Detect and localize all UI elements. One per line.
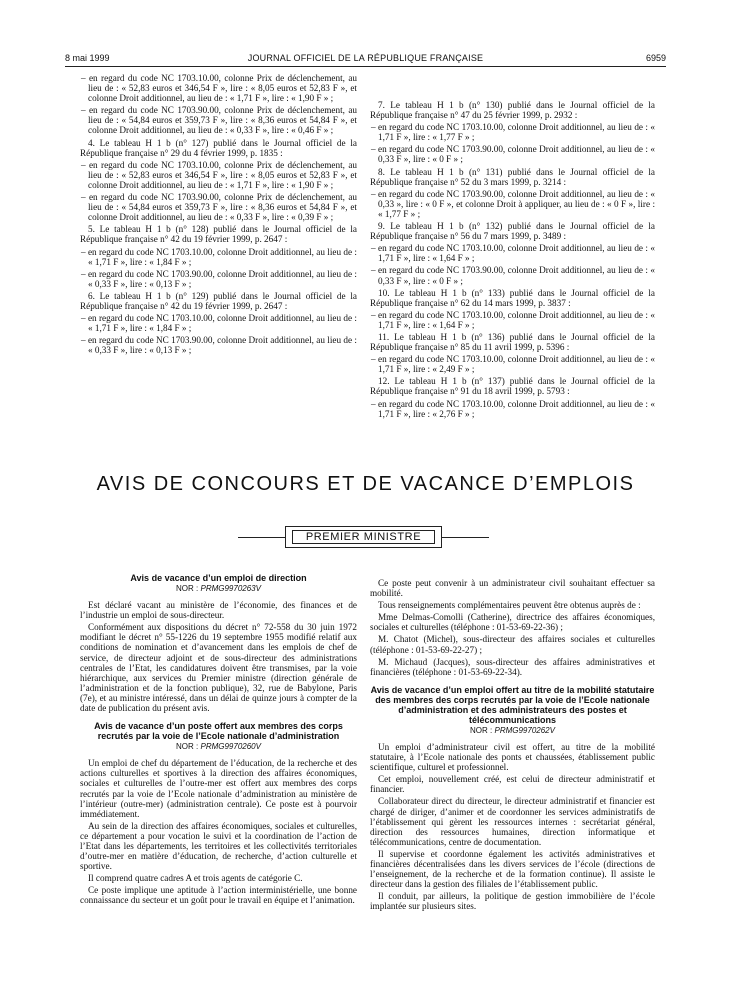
- notice3-paragraph: Collaborateur direct du directeur, le directeur administratif et financier est chargé de diriger, d’animer et de coordonner les services administratifs de l’établissement qui gèrent les ressources internes : secrétariat général, direction des ressources humaines, direction informatique et télécommunications, centre de documentation.: [370, 796, 655, 847]
- correction-paragraph: – en regard du code NC 1703.10.00, colonne Prix de déclenchement, au lieu de : « 52,83 euros et 346,54 F », lire : « 8,05 euros et 52,83 F », et colonne Droit additionnel, au lieu de : « 1,71 F », lire : « 1,90 F » ;: [81, 73, 357, 104]
- notice1-nor-code: PRMG9970263V: [200, 584, 261, 593]
- ministry-box: [285, 526, 442, 548]
- notice3-title: Avis de vacance d’un emploi offert au titre de la mobilité statutaire des membres des corps recrutés par la voie de l’Ecole nationale d’administration et des administrateurs des postes et télécommunications: [370, 684, 655, 725]
- correction-paragraph: 7. Le tableau H 1 b (n° 130) publié dans le Journal officiel de la République française n° 47 du 25 février 1999, p. 2932 :: [370, 100, 655, 121]
- notice2-paragraph: Au sein de la direction des affaires économiques, sociales et culturelles, ce département a pour vocation le suivi et la coordination de l’action de l’Etat dans les départements, les territoires et les collectivités territoriales d’outre-mer en matière d’éducation, de recherche, d’action culturelle et sportive.: [80, 820, 357, 872]
- page-header: [65, 53, 666, 67]
- notice3-paragraph: Cet emploi, nouvellement créé, est celui de directeur administratif et financier.: [370, 774, 655, 795]
- notice2-title: Avis de vacance d’un poste offert aux membres des corps recrutés par la voie de l’Ecole nationale d’administration: [94, 721, 343, 742]
- notice2-continued-paragraph: Tous renseignements complémentaires peuvent être obtenus auprès de :: [378, 600, 641, 611]
- notice3-body: [370, 742, 655, 912]
- top-right-column: [370, 100, 655, 421]
- header-date: 8 mai 1999: [65, 53, 110, 63]
- correction-paragraph: 12. Le tableau H 1 b (n° 137) publié dans le Journal officiel de la République française n° 91 du 18 avril 1999, p. 5793 :: [370, 376, 655, 397]
- notice2-paragraph: Un emploi de chef du département de l’éducation, de la recherche et des actions culturelles et sportives à la direction des affaires économiques, sociales et culturelles de l’outre-mer est offert aux membres des corps recrutés par la voie de l’Ecole nationale d’administration au ministère de l’intérieur (outre-mer) (administration centrale). Ce poste est à pourvoir immédiatement.: [80, 758, 357, 819]
- correction-paragraph: – en regard du code NC 1703.10.00, colonne Droit additionnel, au lieu de : « 1,71 F », lire : « 1,84 F » ;: [81, 313, 357, 334]
- correction-paragraph: – en regard du code NC 1703.10.00, colonne Droit additionnel, au lieu de : « 1,71 F », lire : « 1,64 F » ;: [371, 243, 655, 264]
- correction-paragraph: – en regard du code NC 1703.90.00, colonne Droit additionnel, au lieu de : « 0,33 F », lire : « 0 F » ;: [371, 144, 655, 165]
- correction-paragraph: – en regard du code NC 1703.10.00, colonne Droit additionnel, au lieu de : « 1,71 F », lire : « 1,64 F » ;: [371, 309, 655, 330]
- correction-paragraph: – en regard du code NC 1703.90.00, colonne Droit additionnel, au lieu de : « 0,33 », lire : « 0 F », et colonne Droit à appliquer, au lieu de : « 0 F », lire : « 1,77 F » ;: [371, 188, 655, 219]
- correction-paragraph: – en regard du code NC 1703.10.00, colonne Droit additionnel, au lieu de : « 1,71 F », lire : « 1,84 F » ;: [81, 246, 357, 267]
- header-page-number: 6959: [645, 53, 666, 63]
- correction-paragraph: – en regard du code NC 1703.10.00, colonne Droit additionnel, au lieu de : « 1,71 F », lire : « 2,76 F » ;: [371, 398, 655, 419]
- correction-paragraph: – en regard du code NC 1703.90.00, colonne Droit additionnel, au lieu de : « 0,33 F », lire : « 0,13 F » ;: [81, 268, 357, 289]
- notice2-nor: NOR : PRMG9970260V: [176, 742, 261, 752]
- notice3-paragraph: Il conduit, par ailleurs, la politique de gestion immobilière de l’école implantée sur plusieurs sites.: [370, 891, 655, 912]
- correction-paragraph: – en regard du code NC 1703.10.00, colonne Prix de déclenchement, au lieu de : « 52,83 euros et 346,54 F », lire : « 8,05 euros et 52,83 F », et colonne Droit additionnel, au lieu de : « 1,71 F », lire : « 1,90 F » ;: [81, 159, 357, 190]
- notice1-paragraph: Est déclaré vacant au ministère de l’économie, des finances et de l’industrie un emploi de sous-directeur.: [80, 600, 357, 621]
- correction-paragraph: 9. Le tableau H 1 b (n° 132) publié dans le Journal officiel de la République française n° 56 du 7 mars 1999, p. 3489 :: [370, 221, 655, 242]
- top-left-column: [80, 73, 357, 357]
- notice2-paragraph: Il comprend quatre cadres A et trois agents de catégorie C.: [88, 873, 303, 884]
- notice3-paragraph: Un emploi d’administrateur civil est offert, au titre de la mobilité statutaire, à l’Ecole nationale des ponts et chaussées, établissement public scientifique, culturel et professionnel.: [370, 741, 655, 773]
- notice3-paragraph: Il supervise et coordonne également les activités administratives et financières décentralisées dans les divers services de l’école (directions de l’enseignement, de la recherche et de la formation continue). Il assiste le directeur dans la gestion des filiales de l’établissement public.: [370, 848, 655, 890]
- ministry-rule-left: [238, 537, 285, 538]
- notice2-continued-paragraph: M. Chatot (Michel), sous-directeur des affaires sociales et culturelles (téléphone : 01-53-69-22-27) ;: [370, 634, 655, 655]
- section-title: AVIS DE CONCOURS ET DE VACANCE D’EMPLOIS: [96, 473, 635, 495]
- header-rule: [65, 66, 666, 67]
- notice1-title: Avis de vacance d’un emploi de direction: [130, 573, 307, 583]
- correction-paragraph: – en regard du code NC 1703.10.00, colonne Droit additionnel, au lieu de : « 1,71 F », lire : « 2,49 F » ;: [371, 354, 655, 375]
- header-journal-title: JOURNAL OFFICIEL DE LA RÉPUBLIQUE FRANÇAISE: [247, 53, 484, 63]
- correction-paragraph: 8. Le tableau H 1 b (n° 131) publié dans le Journal officiel de la République française n° 52 du 3 mars 1999, p. 3214 :: [370, 166, 655, 187]
- correction-paragraph: – en regard du code NC 1703.90.00, colonne Prix de déclenchement, au lieu de : « 54,84 euros et 359,73 F », lire : « 8,36 euros et 54,84 F », et colonne Droit additionnel, au lieu de : « 0,33 F », lire : « 0,39 F » ;: [81, 192, 357, 223]
- correction-paragraph: – en regard du code NC 1703.10.00, colonne Droit additionnel, au lieu de : « 1,71 F », lire : « 1,77 F » ;: [371, 122, 655, 143]
- correction-paragraph: 4. Le tableau H 1 b (n° 127) publié dans le Journal officiel de la République française n° 29 du 4 février 1999, p. 1835 :: [80, 137, 357, 158]
- notice3-nor-code: PRMG9970262V: [494, 725, 555, 735]
- notice2-paragraph: Ce poste implique une aptitude à l’action interministérielle, une bonne connaissance du secteur et un goût pour le travail en équipe et l’animation.: [80, 885, 357, 906]
- correction-paragraph: 11. Le tableau H 1 b (n° 136) publié dans le Journal officiel de la République française n° 85 du 11 avril 1999, p. 5396 :: [370, 331, 655, 353]
- ministry-rule-right: [442, 537, 489, 538]
- bottom-right-column: [370, 578, 655, 913]
- notice2-continued-paragraph: M. Michaud (Jacques), sous-directeur des affaires administratives et financières (téléphone : 01-53-69-22-34).: [370, 656, 655, 677]
- notice2-continued-body: [370, 578, 655, 677]
- notice2-body: [80, 758, 357, 905]
- correction-paragraph: – en regard du code NC 1703.90.00, colonne Prix de déclenchement, au lieu de : « 54,84 euros et 359,73 F », lire : « 8,36 euros et 54,84 F », et colonne Droit additionnel, au lieu de : « 0,33 F », lire : « 0,46 F » ;: [81, 105, 357, 136]
- correction-paragraph: 10. Le tableau H 1 b (n° 133) publié dans le Journal officiel de la République française n° 62 du 14 mars 1999, p. 3837 :: [370, 287, 655, 308]
- correction-paragraph: – en regard du code NC 1703.90.00, colonne Droit additionnel, au lieu de : « 0,33 F », lire : « 0 F » ;: [371, 265, 655, 286]
- notice1-paragraph: Conformément aux dispositions du décret n° 72-558 du 30 juin 1972 modifiant le décret n° 55-1226 du 19 septembre 1955 modifié relatif aux conditions de nomination et d’avancement dans les emplois de chef de service, de directeur adjoint et de sous-directeur des administrations centrales de l’Etat, les candidatures doivent être transmises, par la voie hiérarchique, aux services du Premier ministre (direction générale de l’administration et de la fonction publique), 32, rue de Babylone, Paris (7e), et au ministre intéressé, dans un délai de quinze jours à compter de la date de publication du présent avis.: [80, 622, 357, 714]
- notice1-nor: NOR : PRMG9970263V: [176, 584, 261, 593]
- correction-paragraph: 6. Le tableau H 1 b (n° 129) publié dans le Journal officiel de la République française n° 42 du 19 février 1999, p. 2647 :: [80, 290, 357, 311]
- notice2-nor-code: PRMG9970260V: [200, 742, 261, 752]
- ministry-label: PREMIER MINISTRE: [292, 530, 435, 544]
- notice3-nor: NOR : PRMG9970262V: [470, 725, 555, 735]
- notice2-continued-paragraph: Mme Delmas-Comolli (Catherine), directrice des affaires économiques, sociales et culturelles (téléphone : 01-53-69-22-36) ;: [370, 612, 655, 633]
- notice1-body: [80, 600, 357, 713]
- correction-paragraph: 5. Le tableau H 1 b (n° 128) publié dans le Journal officiel de la République française n° 42 du 19 février 1999, p. 2647 :: [80, 224, 357, 245]
- bottom-left-column: [80, 573, 357, 908]
- correction-paragraph: – en regard du code NC 1703.90.00, colonne Droit additionnel, au lieu de : « 0,33 F », lire : « 0,13 F » ;: [81, 335, 357, 356]
- notice2-continued-paragraph: Ce poste peut convenir à un administrateur civil souhaitant effectuer sa mobilité.: [370, 578, 655, 599]
